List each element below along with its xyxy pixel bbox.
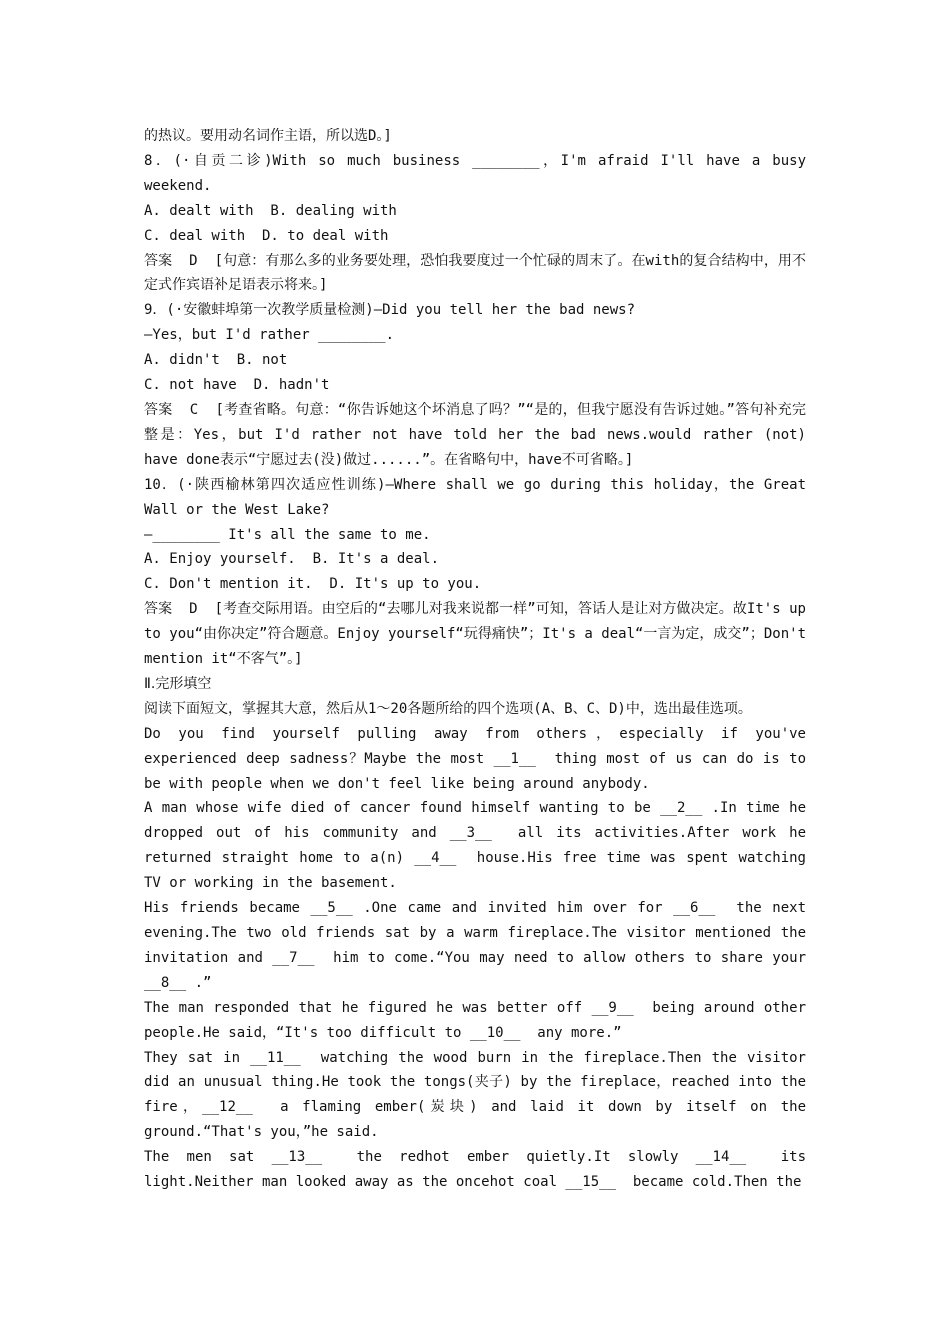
question-10-options-cd: C. Don't mention it. D. It's up to you. [144,576,482,593]
question-9-stem: 9．(·安徽蚌埠第一次教学质量检测)—Did you tell her the bad news? [144,302,636,319]
question-9-options-cd: C. not have D. hadn't [144,377,330,394]
question-9-options-ab: A. didn't B. not [144,352,288,369]
passage-paragraph: His friends became __5__ .One came and invited him over for __6__ the next evening.The two old friends sat by a warm fireplace.The visitor mentioned the invitation and __7__ him to come.“You may need to allow others to share your __8__ .” [144,900,815,991]
question-10-reply: —________ It's all the same to me. [144,526,431,543]
passage-paragraph: The men sat __13__ the redhot ember quietly.It slowly __14__ its light.Neither man looked away as the oncehot coal __15__ became cold.Then the [144,1149,815,1191]
question-10-stem: 10．(·陕西榆林第四次适应性训练)—Where shall we go during this holiday，the Great Wall or the West Lake? [144,476,815,518]
question-8-answer: 答案 D [句意：有那么多的业务要处理，恐怕我要度过一个忙碌的周末了。在with的复合结构中，用不定式作宾语补足语表示将来。] [144,252,806,294]
passage-paragraph: They sat in __11__ watching the wood burn in the fireplace.Then the visitor did an unusual thing.He took the tongs(夹子) by the fireplace，reached into the fire，__12__ a flaming ember(炭块) and laid it down by itself on the ground.“That's you，”he said. [144,1049,815,1141]
passage-paragraph: Do you find yourself pulling away from others，especially if you've experienced deep sadness？Maybe the most __1__ thing most of us can do is to be with people when we don't feel like being around anybody. [144,725,815,792]
question-8-stem: 8．(·自贡二诊)With so much business ________，I'm afraid I'll have a busy weekend. [144,152,815,194]
document-page [144,124,815,1195]
passage-paragraph: The man responded that he figured he was better off __9__ being around other people.He said，“It's too difficult to __10__ any more.” [144,999,815,1041]
section-instructions: 阅读下面短文，掌握其大意，然后从1～20各题所给的四个选项(A、B、C、D)中，选出最佳选项。 [144,700,752,717]
question-10-options-ab: A. Enjoy yourself. B. It's a deal. [144,551,440,568]
question-8-options-cd: C. deal with D. to deal with [144,227,389,244]
question-9-answer: 答案 C [考查省略。句意：“你告诉她这个坏消息了吗？”“是的，但我宁愿没有告诉过她。”答句补充完整是：Yes，but I'd rather not have told her the bad news.would rather (not) have done表示“宁愿过去(没)做过......”。在省略句中，have不可省略。] [144,401,815,468]
question-10-answer: 答案 D [考查交际用语。由空后的“去哪儿对我来说都一样”可知，答话人是让对方做决定。故It's up to you“由你决定”符合题意。Enjoy yourself“玩得痛快”；It's a deal“一言为定，成交”；Don't mention it“不客气”。] [144,601,815,668]
question-9-reply: —Yes，but I'd rather ________. [144,327,395,344]
section-heading: Ⅱ.完形填空 [144,675,212,692]
question-8-options-ab: A. dealt with B. dealing with [144,202,397,219]
passage-paragraph: A man whose wife died of cancer found himself wanting to be __2__ .In time he dropped out of his community and __3__ all its activities.After work he returned straight home to a(n) __4__ house.His free time was spent watching TV or working in the basement. [144,800,815,892]
text-line: 的热议。要用动名词作主语，所以选D。] [144,128,392,144]
